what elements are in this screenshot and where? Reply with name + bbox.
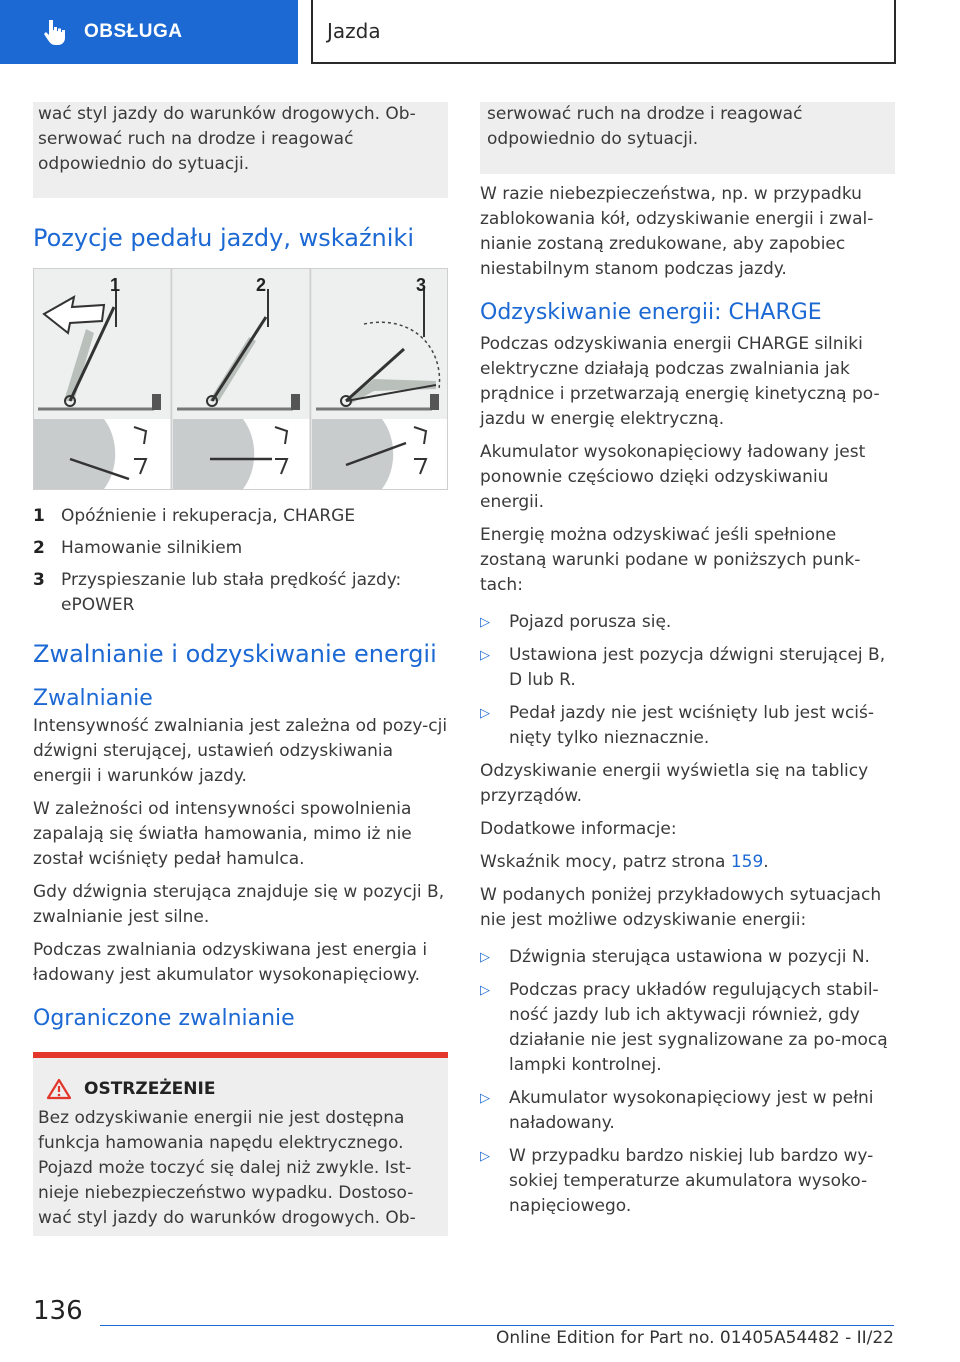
list-item: ▷ Dźwignia sterująca ustawiona w pozycji N. <box>480 945 895 970</box>
left-column <box>33 102 448 1236</box>
heading-pedal-positions: Pozycje pedału jazdy, wskaźniki <box>33 224 414 252</box>
warning-box <box>33 1052 448 1236</box>
list-item: ▷ Podczas pracy układów regulujących stabil-ność jazdy lub ich aktywacji również, gdy działanie nie jest sygnalizowane za po-mocą lampki kontrolnej. <box>480 978 895 1078</box>
paragraph: Intensywność zwalniania jest zależna od pozy-cji dźwigni sterującej, ustawień odzyskiwania energii i warunków jazdy. <box>33 716 448 786</box>
section-title: OBSŁUGA <box>84 21 183 42</box>
section-tab <box>0 0 298 64</box>
heading-limited-deceleration: Ograniczone zwalnianie <box>33 1006 295 1031</box>
list-item: ▷ Akumulator wysokonapięciowy jest w pełni naładowany. <box>480 1086 895 1136</box>
page-number: 136 <box>33 1296 83 1326</box>
figure-label-3: 3 <box>416 275 427 295</box>
list-item: ▷ W przypadku bardzo niskiej lub bardzo wy-sokiej temperaturze akumulatora wysoko-napięciowego. <box>480 1144 895 1219</box>
triangle-bullet-icon: ▷ <box>480 648 490 663</box>
warning-title: OSTRZEŻENIE <box>38 1078 443 1100</box>
triangle-bullet-icon: ▷ <box>480 950 490 965</box>
chapter-header <box>311 0 896 64</box>
pedal-positions-figure <box>33 268 448 490</box>
warning-triangle-icon <box>46 1078 72 1100</box>
footer-divider <box>100 1325 894 1326</box>
continued-warning-box <box>480 102 895 174</box>
paragraph: Akumulator wysokonapięciowy ładowany jest ponownie częściowo dzięki odzyskiwaniu energii. <box>480 442 866 512</box>
paragraph: Odzyskiwanie energii wyświetla się na tablicy przyrządów. <box>480 761 869 806</box>
triangle-bullet-icon: ▷ <box>480 1149 490 1164</box>
heading-charge: Odzyskiwanie energii: CHARGE <box>480 300 822 325</box>
continued-warning-box <box>33 102 448 198</box>
triangle-bullet-icon: ▷ <box>480 615 490 630</box>
continued-text: serwować ruch na drodze i reagować odpowiednio do sytuacji. <box>487 104 803 149</box>
list-item: ▷ Pedał jazdy nie jest wciśnięty lub jest wciś-nięty tylko nieznacznie. <box>480 701 895 751</box>
pedal-legend-list <box>33 504 448 618</box>
pedal-illustration <box>34 269 447 489</box>
right-column <box>480 102 895 1227</box>
warning-text: Bez odzyskiwanie energii nie jest dostępna funkcja hamowania napędu elektrycznego. Pojazd może toczyć się dalej niż zwykle. Ist-nieje niebezpieczeństwo wypadku. Dostoso-wać styl jazdy do warunków drogowych. Ob- <box>38 1108 416 1228</box>
triangle-bullet-icon: ▷ <box>480 1091 490 1106</box>
paragraph: Energię można odzyskiwać jeśli spełnione zostaną warunki podane w poniższych punk-tach: <box>480 525 861 595</box>
chapter-title: Jazda <box>327 19 381 43</box>
figure-label-2: 2 <box>256 275 267 295</box>
paragraph: W razie niebezpieczeństwa, np. w przypadku zablokowania kół, odzyskiwanie energii i zwal-nianie zostaną zredukowane, aby zapobiec niestabilnym stanom podczas jazdy. <box>480 184 874 279</box>
page-link[interactable]: 159 <box>730 852 764 872</box>
triangle-bullet-icon: ▷ <box>480 706 490 721</box>
paragraph: W zależności od intensywności spowolnienia zapalają się światła hamowania, mimo iż nie został wciśnięty pedał hamulca. <box>33 799 412 869</box>
paragraph: Dodatkowe informacje: <box>480 819 677 839</box>
heading-zwalnianie: Zwalnianie <box>33 686 153 711</box>
paragraph: Gdy dźwignia sterująca znajduje się w pozycji B, zwalnianie jest silne. <box>33 882 445 927</box>
list-item: 3 Przyspieszanie lub stała prędkość jazdy: ePOWER <box>33 570 402 615</box>
hand-pointer-icon <box>40 17 70 47</box>
triangle-bullet-icon: ▷ <box>480 983 490 998</box>
paragraph: W podanych poniżej przykładowych sytuacjach nie jest możliwe odzyskiwanie energii: <box>480 885 882 930</box>
paragraph-with-link: Wskaźnik mocy, patrz strona 159. <box>480 852 769 872</box>
continued-text: wać styl jazdy do warunków drogowych. Ob-serwować ruch na drodze i reagować odpowiednio do sytuacji. <box>38 104 416 174</box>
exceptions-list <box>480 945 895 1219</box>
paragraph: Podczas zwalniania odzyskiwana jest energia i ładowany jest akumulator wysokonapięciowy. <box>33 940 428 985</box>
paragraph: Podczas odzyskiwania energii CHARGE silniki elektryczne działają podczas zwalniania jak prądnice i przetwarzają energię kinetyczną po-jazdu w energię elektryczną. <box>480 334 880 429</box>
footer-edition: Online Edition for Part no. 01405A54482 - II/22 <box>495 1328 894 1348</box>
conditions-list <box>480 610 895 751</box>
list-item: 2 Hamowanie silnikiem <box>33 538 243 558</box>
figure-label-1: 1 <box>110 275 121 295</box>
list-item: ▷ Pojazd porusza się. <box>480 610 895 635</box>
list-item: ▷ Ustawiona jest pozycja dźwigni sterującej B, D lub R. <box>480 643 895 693</box>
heading-deceleration: Zwalnianie i odzyskiwanie energii <box>33 640 437 668</box>
list-item: 1 Opóźnienie i rekuperacja, CHARGE <box>33 506 356 526</box>
